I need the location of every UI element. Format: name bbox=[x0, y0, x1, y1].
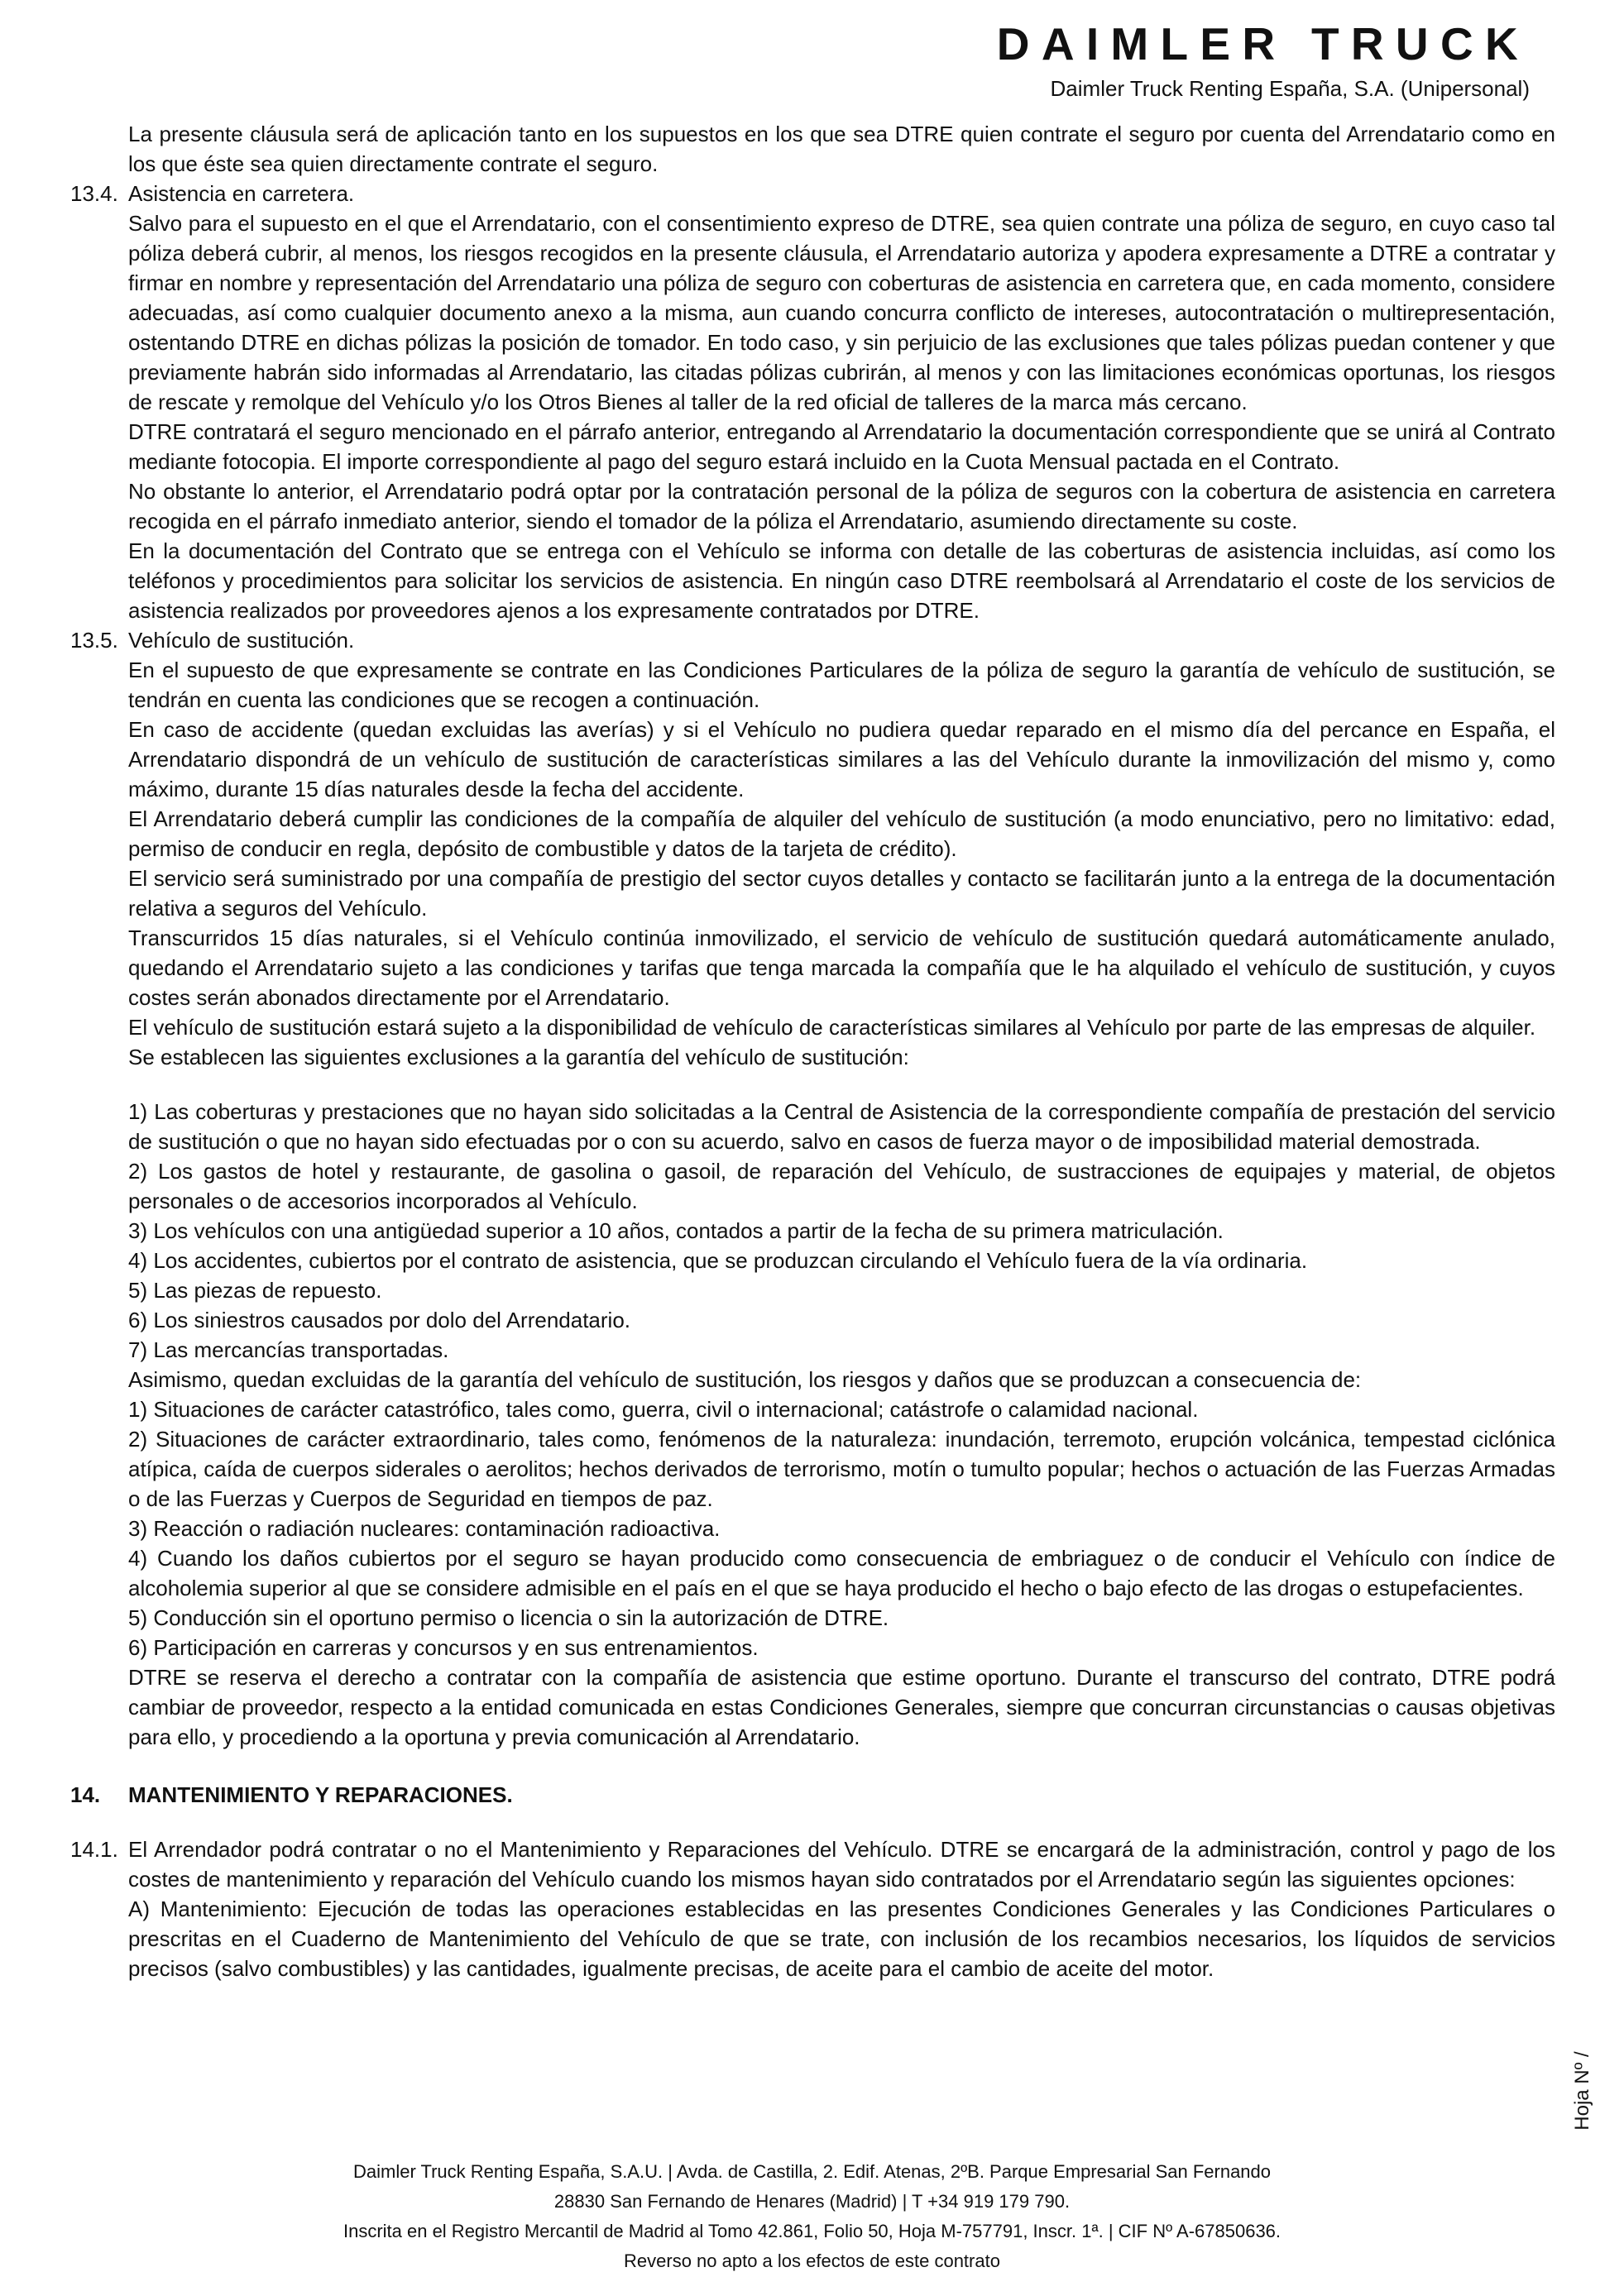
paragraph-text: 4) Los accidentes, cubiertos por el contrato de asistencia, que se produzcan circulando el Vehículo fuera de la vía ordinaria. bbox=[128, 1247, 1308, 1273]
clause-row bbox=[70, 179, 1555, 208]
clause-number: 14.1. bbox=[70, 1836, 118, 1862]
paragraph-text: MANTENIMIENTO Y REPARACIONES. bbox=[128, 1782, 513, 1807]
paragraph-row bbox=[70, 417, 1555, 476]
paragraph-text: A) Mantenimiento: Ejecución de todas las operaciones establecidas en las presentes Condiciones Generales y las Condiciones Particulares o prescritas en el Cuaderno de Mantenimiento del Vehículo de que se trate, con inclusión de los recambios necesarios, los líquidos de servicios precisos (salvo combustibles) y las cantidades, igualmente precisas, de aceite para el cambio de aceite del motor. bbox=[128, 1896, 1555, 1981]
paragraph-text: 2) Los gastos de hotel y restaurante, de gasolina o gasoil, de reparación del Vehículo, de sustracciones de equipajes y material, de objetos personales o de accesorios incorporados al Vehículo. bbox=[128, 1158, 1555, 1213]
paragraph-row bbox=[70, 863, 1555, 923]
page-footer bbox=[0, 2157, 1624, 2276]
paragraph-row bbox=[70, 1275, 1555, 1305]
clause-row bbox=[70, 625, 1555, 655]
paragraph-row bbox=[70, 119, 1555, 179]
paragraph-row bbox=[70, 1894, 1555, 1983]
clause-row bbox=[70, 1834, 1555, 1894]
footer-line: Reverso no apto a los efectos de este contrato bbox=[624, 2251, 1000, 2271]
paragraph-row bbox=[70, 1012, 1555, 1042]
paragraph-row bbox=[70, 1365, 1555, 1394]
paragraph-row bbox=[70, 1042, 1555, 1072]
paragraph-text: DTRE contratará el seguro mencionado en el párrafo anterior, entregando al Arrendatario la documentación correspondiente que se unirá al Contrato mediante fotocopia. El importe correspondiente al pago del seguro estará incluido en la Cuota Mensual pactada en el Contrato. bbox=[128, 419, 1555, 474]
paragraph-row bbox=[70, 1216, 1555, 1246]
paragraph-row bbox=[70, 1633, 1555, 1662]
paragraph-text: 1) Situaciones de carácter catastrófico, tales como, guerra, civil o internacional; catástrofe o calamidad nacional. bbox=[128, 1396, 1199, 1422]
paragraph-text: 6) Participación en carreras y concursos y en sus entrenamientos. bbox=[128, 1634, 759, 1660]
paragraph-text: No obstante lo anterior, el Arrendatario podrá optar por la contratación personal de la póliza de seguros con la cobertura de asistencia en carretera recogida en el párrafo inmediato anterior, siendo el tomador de la póliza el Arrendatario, asumiendo directamente su coste. bbox=[128, 478, 1555, 533]
paragraph-text: Asimismo, quedan excluidas de la garantía del vehículo de sustitución, los riesgos y daños que se produzcan a consecuencia de: bbox=[128, 1366, 1362, 1392]
paragraph-text: La presente cláusula será de aplicación tanto en los supuestos en los que sea DTRE quien contrate el seguro por cuenta del Arrendatario como en los que éste sea quien directamente contrate el seguro. bbox=[128, 121, 1555, 176]
paragraph-text: En caso de accidente (quedan excluidas las averías) y si el Vehículo no pudiera quedar reparado en el mismo día del percance en España, el Arrendatario dispondrá de un vehículo de sustitución de características similares a las del Vehículo durante la inmovilización del mismo y, como máximo, durante 15 días naturales desde la fecha del accidente. bbox=[128, 716, 1555, 801]
paragraph-row bbox=[70, 1246, 1555, 1275]
paragraph-text: 7) Las mercancías transportadas. bbox=[128, 1337, 449, 1362]
paragraph-text: 3) Los vehículos con una antigüedad superior a 10 años, contados a partir de la fecha de su primera matriculación. bbox=[128, 1217, 1224, 1243]
paragraph-row bbox=[70, 1305, 1555, 1335]
footer-line: Daimler Truck Renting España, S.A.U. | Avda. de Castilla, 2. Edif. Atenas, 2ºB. Parque Empresarial San Fernando bbox=[352, 2161, 1272, 2182]
section-heading-row bbox=[70, 1780, 1555, 1810]
paragraph-text: 5) Conducción sin el oportuno permiso o licencia o sin la autorización de DTRE. bbox=[128, 1605, 889, 1630]
paragraph-row bbox=[70, 1097, 1555, 1156]
paragraph-text: En la documentación del Contrato que se entrega con el Vehículo se informa con detalle de las coberturas de asistencia incluidas, así como los teléfonos y procedimientos para solicitar los servicios de asistencia. En ningún caso DTRE reembolsará al Arrendatario el coste de los servicios de asistencia realizados por proveedores ajenos a los expresamente contratados por DTRE. bbox=[128, 538, 1555, 623]
paragraph-text: Asistencia en carretera. bbox=[128, 180, 355, 206]
paragraph-row bbox=[70, 1662, 1555, 1752]
paragraph-text: 6) Los siniestros causados por dolo del Arrendatario. bbox=[128, 1307, 631, 1332]
paragraph-text: 4) Cuando los daños cubiertos por el seguro se hayan producido como consecuencia de embriaguez o de conducir el Vehículo con índice de alcoholemia superior al que se considere admisible en el país en el que se haya producido el hecho o bajo efecto de las drogas o estupefacientes. bbox=[128, 1545, 1555, 1600]
page-header bbox=[0, 0, 1624, 101]
paragraph-text: 3) Reacción o radiación nucleares: contaminación radioactiva. bbox=[128, 1515, 721, 1541]
paragraph-row bbox=[70, 1156, 1555, 1216]
paragraph-text: Transcurridos 15 días naturales, si el Vehículo continúa inmovilizado, el servicio de vehículo de sustitución quedará automáticamente anulado, quedando el Arrendatario sujeto a las condiciones y tarifas que tenga marcada la compañía que le ha alquilado el vehículo de sustitución, y cuyos costes serán abonados directamente por el Arrendatario. bbox=[128, 925, 1555, 1010]
paragraph-row bbox=[70, 1335, 1555, 1365]
paragraph-text: En el supuesto de que expresamente se contrate en las Condiciones Particulares de la póliza de seguro la garantía de vehículo de sustitución, se tendrán en cuenta las condiciones que se recogen a continuación. bbox=[128, 657, 1555, 712]
paragraph-row bbox=[70, 476, 1555, 536]
paragraph-row bbox=[70, 923, 1555, 1012]
paragraph-text: Se establecen las siguientes exclusiones a la garantía del vehículo de sustitución: bbox=[128, 1044, 909, 1069]
paragraph-row bbox=[70, 655, 1555, 715]
paragraph-text: 1) Las coberturas y prestaciones que no hayan sido solicitadas a la Central de Asistencia de la correspondiente compañía de prestación del servicio de sustitución o que no hayan sido efectuadas por o con su acuerdo, salvo en casos de fuerza mayor o de imposibilidad material demostrada. bbox=[128, 1098, 1555, 1154]
paragraph-row bbox=[70, 715, 1555, 804]
footer-line: Inscrita en el Registro Mercantil de Madrid al Tomo 42.861, Folio 50, Hoja M-757791, Inscr. 1ª. | CIF Nº A-67850636. bbox=[343, 2221, 1281, 2241]
paragraph-row bbox=[70, 1514, 1555, 1543]
paragraph-row bbox=[70, 208, 1555, 417]
paragraph-text: El Arrendador podrá contratar o no el Mantenimiento y Reparaciones del Vehículo. DTRE se encargará de la administración, control y pago de los costes de mantenimiento y reparación del Vehículo cuando los mismos hayan sido contratados por el Arrendatario según las siguientes opciones: bbox=[128, 1836, 1555, 1892]
sheet-number-label: Hoja Nº / bbox=[1571, 2051, 1593, 2131]
paragraph-text: 2) Situaciones de carácter extraordinario, tales como, fenómenos de la naturaleza: inundación, terremoto, erupción volcánica, tempestad ciclónica atípica, caída de cuerpos siderales o aerolitos; hechos derivados de terrorismo, motín o tumulto popular; hechos o actuación de las Fuerzas Armadas o de las Fuerzas y Cuerpos de Seguridad en tiempos de paz. bbox=[128, 1426, 1555, 1511]
clause-number: 13.5. bbox=[70, 627, 118, 653]
clause-number: 13.4. bbox=[70, 180, 118, 206]
paragraph-row bbox=[70, 1394, 1555, 1424]
document-body bbox=[0, 119, 1624, 1983]
paragraph-text: El Arrendatario deberá cumplir las condiciones de la compañía de alquiler del vehículo de sustitución (a modo enunciativo, pero no limitativo: edad, permiso de conducir en regla, depósito de combustible y datos de la tarjeta de crédito). bbox=[128, 806, 1555, 861]
paragraph-row bbox=[70, 536, 1555, 625]
paragraph-row bbox=[70, 1424, 1555, 1514]
paragraph-text: DTRE se reserva el derecho a contratar con la compañía de asistencia que estime oportuno. Durante el transcurso del contrato, DTRE podrá cambiar de proveedor, respecto a la entidad comunicada en estas Condiciones Generales, siempre que concurran circunstancias o causas objetivas para ello, y procediendo a la oportuna y previa comunicación al Arrendatario. bbox=[128, 1664, 1555, 1749]
paragraph-text: Salvo para el supuesto en el que el Arrendatario, con el consentimiento expreso de DTRE, sea quien contrate una póliza de seguro, en cuyo caso tal póliza deberá cubrir, al menos, los riesgos recogidos en la presente cláusula, el Arrendatario autoriza y apodera expresamente a DTRE a contratar y firmar en nombre y representación del Arrendatario una póliza de seguro con coberturas de asistencia en carretera que, en cada momento, considere adecuadas, así como cualquier documento anexo a la misma, aun cuando concurra conflicto de intereses, autocontratación o multirepresentación, ostentando DTRE en dichas pólizas la posición de tomador. En todo caso, y sin perjuicio de las exclusiones que tales pólizas puedan contener y que previamente habrán sido informadas al Arrendatario, las citadas pólizas cubrirán, al menos y con las limitaciones económicas oportunas, los riesgos de rescate y remolque del Vehículo y/o los Otros Bienes al taller de la red oficial de talleres de la marca más cercano. bbox=[128, 210, 1555, 414]
paragraph-row bbox=[70, 1543, 1555, 1603]
clause-number: 14. bbox=[70, 1782, 101, 1807]
paragraph-text: 5) Las piezas de repuesto. bbox=[128, 1277, 382, 1303]
footer-line: 28830 San Fernando de Henares (Madrid) | T +34 919 179 790. bbox=[553, 2191, 1071, 2212]
paragraph-row bbox=[70, 804, 1555, 863]
paragraph-row bbox=[70, 1603, 1555, 1633]
paragraph-text: El servicio será suministrado por una compañía de prestigio del sector cuyos detalles y contacto se facilitarán junto a la entrega de la documentación relativa a seguros del Vehículo. bbox=[128, 865, 1555, 921]
company-subtitle: Daimler Truck Renting España, S.A. (Unipersonal) bbox=[1050, 76, 1530, 101]
paragraph-text: Vehículo de sustitución. bbox=[128, 627, 355, 653]
paragraph-text: El vehículo de sustitución estará sujeto a la disponibilidad de vehículo de características similares al Vehículo por parte de las empresas de alquiler. bbox=[128, 1014, 1536, 1040]
daimler-truck-logo: DAIMLER TRUCK bbox=[996, 18, 1530, 69]
